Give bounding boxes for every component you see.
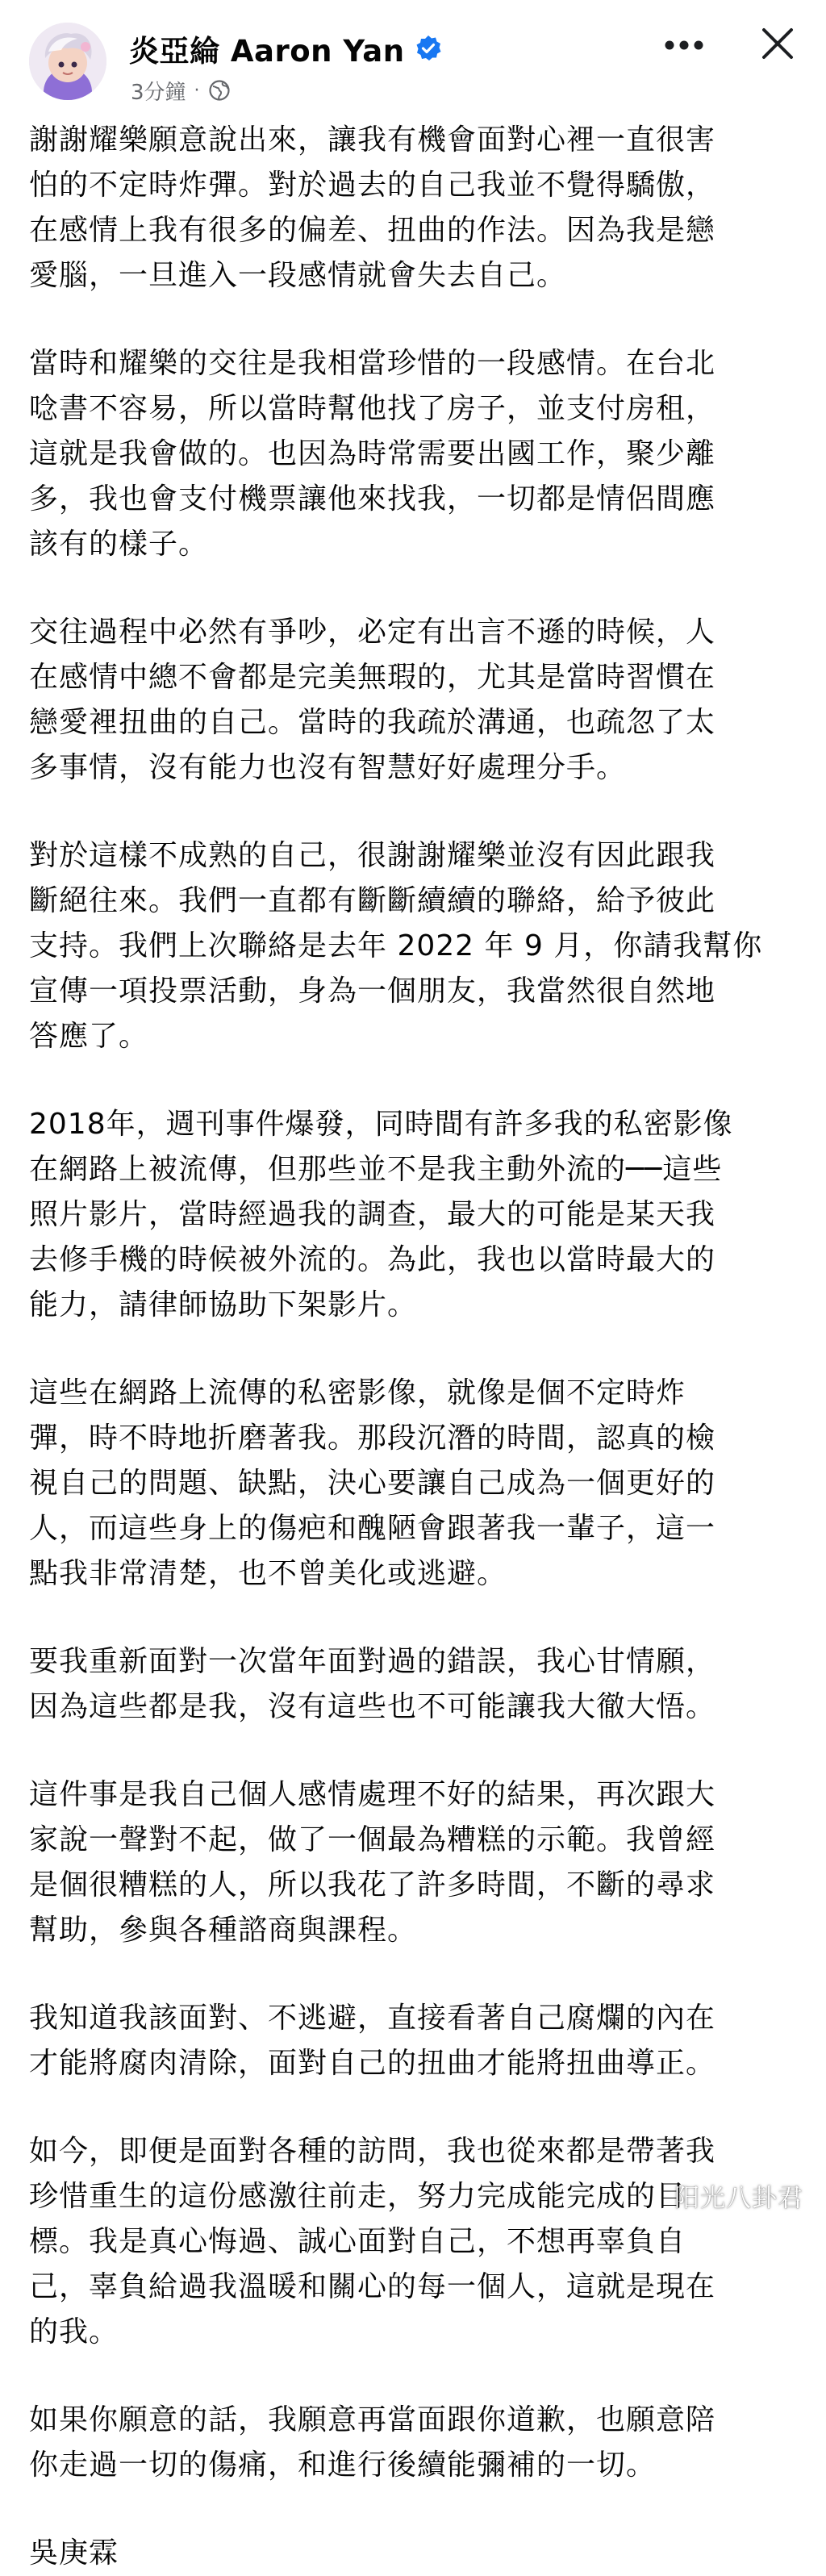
author-name[interactable]: 炎亞綸 Aaron Yan xyxy=(129,34,405,69)
post-header xyxy=(0,0,826,121)
post-paragraph: 如今，即便是面對各種的訪問，我也從來都是帶著我 珍惜重生的這份感激往前走，努力完成能完成的目 標。我是真心悔過、誠心面對自己，不想再辜負自 己，辜負給過我溫暖和關心的每一個人，這就是現在 的我。 xyxy=(29,2135,716,2348)
more-options-button[interactable] xyxy=(660,27,708,63)
avatar-illustration xyxy=(29,23,106,100)
post-paragraph: 如果你願意的話，我願意再當面跟你道歉，也願意陪 你走過一切的傷痛，和進行後續能彌補的一切。 xyxy=(29,2403,716,2482)
post-paragraph: 這件事是我自己個人感情處理不好的結果，再次跟大 家說一聲對不起，做了一個最為糟糕的示範。我曾經 是個很糟糕的人，所以我花了許多時間，不斷的尋求 幫助，參與各種諮商與課程。 xyxy=(29,1778,716,1947)
post-paragraph: 這些在網路上流傳的私密影像，就像是個不定時炸 彈，時不時地折磨著我。那段沉潛的時間，認真的檢 視自己的問題、缺點，決心要讓自己成為一個更好的 人，而這些身上的傷疤和醜陋會跟著我一輩子，這一 點我非常清楚，也不曾美化或逃避。 xyxy=(29,1376,716,1590)
post-paragraph: 交往過程中必然有爭吵，必定有出言不遜的時候，人 在感情中總不會都是完美無瑕的，尤其是當時習慣在 戀愛裡扭曲的自己。當時的我疏於溝通，也疏忽了太 多事情，沒有能力也沒有智慧好好處理分手。 xyxy=(29,616,716,784)
post-timestamp[interactable]: 3分鐘 xyxy=(131,80,186,105)
close-button[interactable] xyxy=(752,18,803,69)
close-icon xyxy=(761,27,795,61)
post-paragraph: 對於這樣不成熟的自己，很謝謝耀樂並沒有因此跟我 斷絕往來。我們一直都有斷斷續續的聯絡，給予彼此 支持。我們上次聯絡是去年 2022 年 9 月，你請我幫你 宣傳一項投票活動，身為一個朋友，我當然很自然地 答應了。 xyxy=(29,839,763,1053)
post-meta xyxy=(131,74,231,106)
post-signature: 吳庚霖 xyxy=(29,2536,119,2570)
author-avatar[interactable] xyxy=(29,23,106,100)
globe-icon[interactable] xyxy=(208,79,231,102)
post-paragraph: 當時和耀樂的交往是我相當珍惜的一段感情。在台北 唸書不容易，所以當時幫他找了房子，並支付房租， 這就是我會做的。也因為時常需要出國工作，聚少離 多，我也會支付機票讓他來找我，一切都是情侶間應 該有的樣子。 xyxy=(29,347,716,561)
more-horizontal-icon xyxy=(664,40,704,51)
post-paragraph: 謝謝耀樂願意說出來，讓我有機會面對心裡一直很害 怕的不定時炸彈。對於過去的自己我並不覺得驕傲， 在感情上我有很多的偏差、扭曲的作法。因為我是戀 愛腦，一旦進入一段感情就會失去自己。 xyxy=(29,123,716,292)
post-paragraph: 我知道我該面對、不逃避，直接看著自己腐爛的內在 才能將腐肉清除，面對自己的扭曲才能將扭曲導正。 xyxy=(29,2002,716,2080)
verified-badge-icon xyxy=(415,35,442,62)
meta-separator: · xyxy=(194,80,200,101)
post-paragraph: 要我重新面對一次當年面對過的錯誤，我心甘情願， 因為這些都是我，沒有這些也不可能讓我大徹大悟。 xyxy=(29,1645,716,1723)
author-row xyxy=(129,27,442,69)
post-paragraph: 2018年，週刊事件爆發，同時間有許多我的私密影像 在網路上被流傳，但那些並不是我主動外流的──這些 照片影片，當時經過我的調查，最大的可能是某天我 去修手機的時候被外流的。為此，我也以當時最大的 能力，請律師協助下架影片。 xyxy=(29,1108,733,1321)
watermark: 阳光八卦君 xyxy=(674,2184,803,2213)
